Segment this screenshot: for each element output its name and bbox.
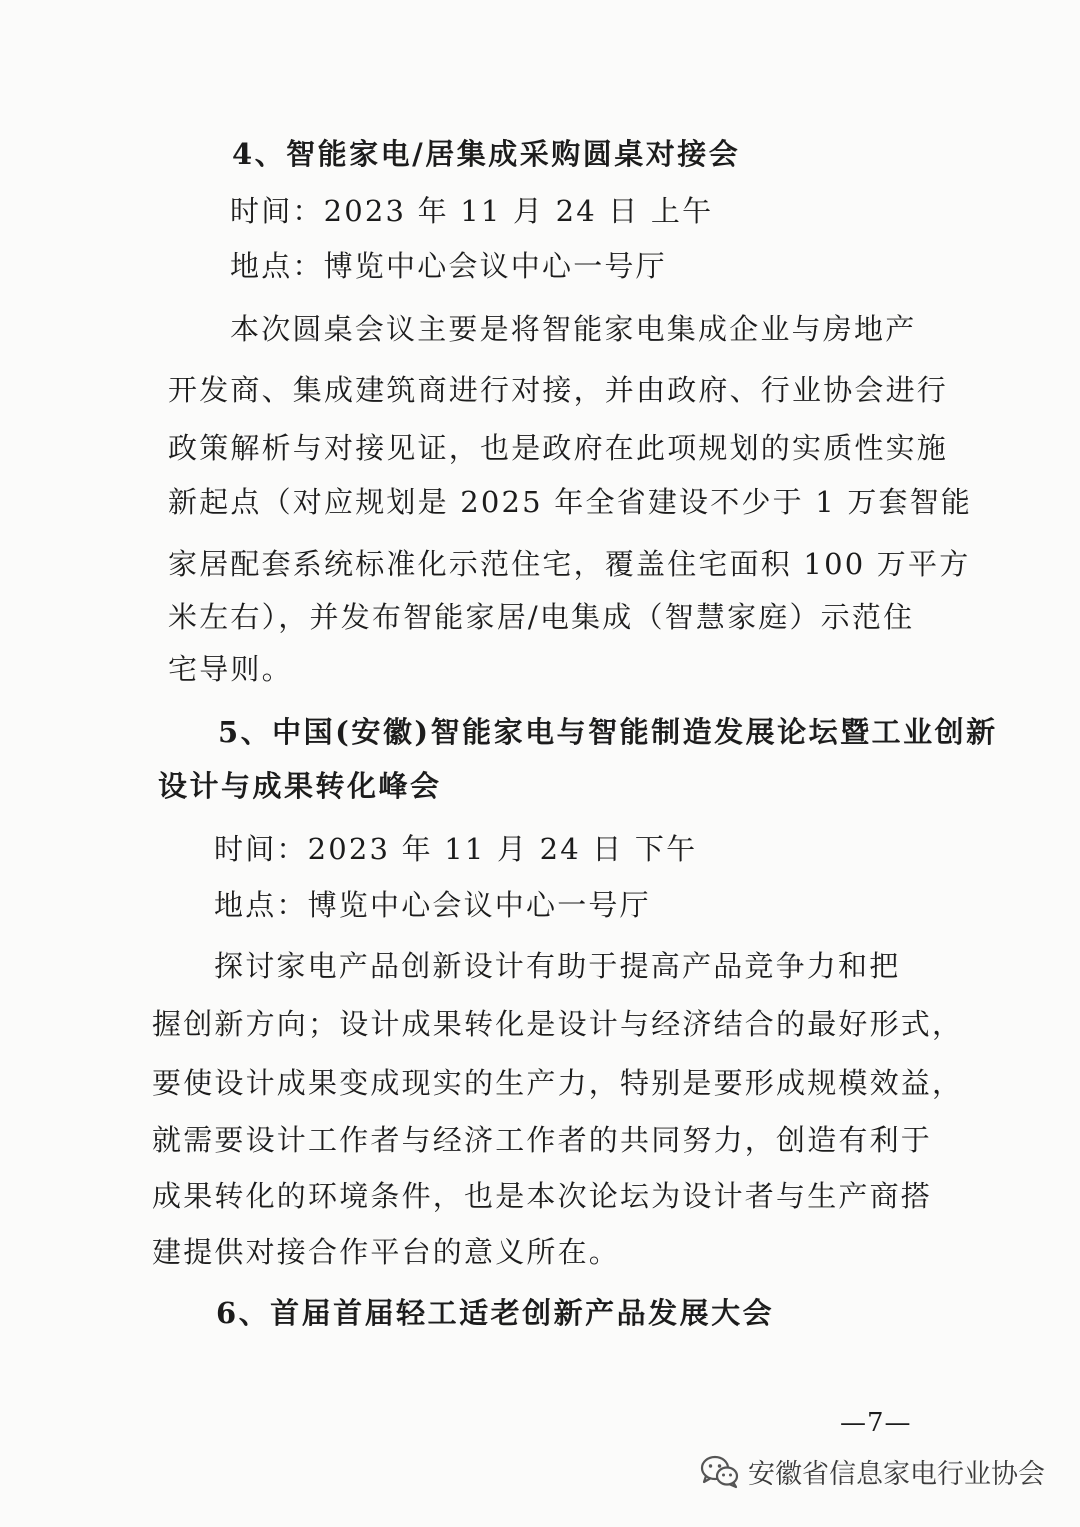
section-5-paragraph-line: 就需要设计工作者与经济工作者的共同努力，创造有利于 (152, 1123, 933, 1157)
section-4-place: 地点：博览中心会议中心一号厅 (230, 249, 667, 283)
section-4-paragraph-line: 政策解析与对接见证，也是政府在此项规划的实质性实施 (168, 431, 949, 465)
section-5-paragraph-line: 要使设计成果变成现实的生产力，特别是要形成规模效益， (152, 1066, 964, 1100)
watermark (700, 1452, 1045, 1491)
section-4-paragraph-line: 本次圆桌会议主要是将智能家电集成企业与房地产 (230, 312, 917, 346)
section-5-place: 地点：博览中心会议中心一号厅 (214, 888, 651, 922)
watermark-text: 安徽省信息家电行业协会 (748, 1459, 1045, 1490)
section-4-paragraph-line: 家居配套系统标准化示范住宅，覆盖住宅面积 100 万平方 (168, 547, 971, 581)
section-4-paragraph-line: 宅导则。 (168, 652, 293, 686)
page-number: —7— (840, 1408, 912, 1438)
section-5-paragraph-line: 探讨家电产品创新设计有助于提高产品竞争力和把 (214, 949, 901, 983)
section-5-heading-continued: 设计与成果转化峰会 (158, 769, 442, 803)
section-6-heading: 6、首届首届轻工适老创新产品发展大会 (216, 1296, 775, 1330)
section-4-paragraph-line: 新起点（对应规划是 2025 年全省建设不少于 1 万套智能 (168, 485, 973, 519)
section-5-paragraph-line: 成果转化的环境条件，也是本次论坛为设计者与生产商搭 (152, 1179, 933, 1213)
section-4-time: 时间：2023 年 11 月 24 日 上午 (230, 194, 714, 228)
section-5-heading: 5、中国(安徽)智能家电与智能制造发展论坛暨工业创新 (218, 715, 998, 749)
section-5-paragraph-line: 握创新方向；设计成果转化是设计与经济结合的最好形式， (152, 1007, 964, 1041)
wechat-icon (700, 1455, 740, 1489)
section-5-time: 时间：2023 年 11 月 24 日 下午 (214, 832, 698, 866)
section-5-paragraph-line: 建提供对接合作平台的意义所在。 (152, 1235, 621, 1269)
section-4-paragraph-line: 米左右），并发布智能家居/电集成（智慧家庭）示范住 (168, 600, 915, 634)
section-4-paragraph-line: 开发商、集成建筑商进行对接，并由政府、行业协会进行 (168, 373, 949, 407)
section-4-heading: 4、智能家电/居集成采购圆桌对接会 (232, 137, 741, 171)
